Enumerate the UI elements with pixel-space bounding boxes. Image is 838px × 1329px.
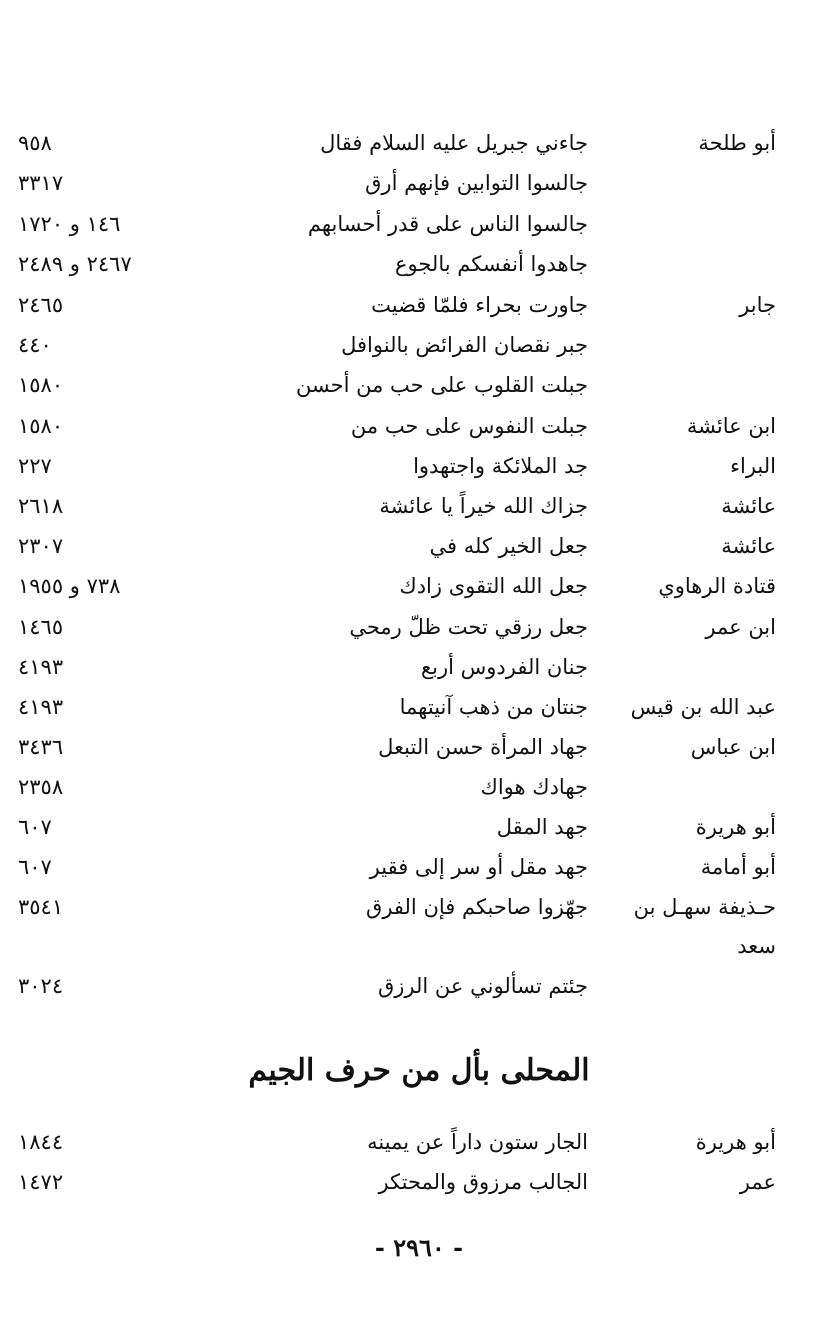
index-row xyxy=(0,767,838,807)
hadith-text: جهد مقل أو سر إلى فقير xyxy=(369,855,588,879)
index-row xyxy=(0,647,838,687)
hadith-text: جزاك الله خيراً يا عائشة xyxy=(379,494,588,518)
narrator: أبو أمامة xyxy=(700,855,776,879)
section-heading: المحلى بأل من حرف الجيم xyxy=(248,1053,590,1088)
reference-number: ٣٤٣٦ xyxy=(18,735,64,759)
index-row xyxy=(0,926,838,966)
index-row xyxy=(0,325,838,365)
reference-number: ١٤٧٢ xyxy=(18,1170,64,1194)
hadith-text: جبر نقصان الفرائض بالنوافل xyxy=(341,333,588,357)
reference-number: ١٥٨٠ xyxy=(18,414,64,438)
reference-number: ٢٤٦٧ و ٢٤٨٩ xyxy=(18,252,132,276)
narrator: أبو هريرة xyxy=(695,815,776,839)
hadith-text: جبلت النفوس على حب من xyxy=(350,414,588,438)
index-row xyxy=(0,244,838,284)
hadith-text: الجار ستون داراً عن يمينه xyxy=(367,1130,588,1154)
hadith-text: جالسوا التوابين فإنهم أرق xyxy=(365,171,588,195)
reference-number: ٤١٩٣ xyxy=(18,695,64,719)
index-row xyxy=(0,687,838,727)
index-row xyxy=(0,486,838,526)
hadith-text: جعل الخير كله في xyxy=(429,534,588,558)
index-row xyxy=(0,406,838,446)
index-row xyxy=(0,365,838,405)
index-row xyxy=(0,1162,838,1202)
narrator: أبو طلحة xyxy=(698,131,776,155)
reference-number xyxy=(8,934,18,958)
index-row xyxy=(0,566,838,606)
page-number: - ٢٩٦٠ - xyxy=(374,1233,464,1262)
index-row xyxy=(0,727,838,767)
index-row xyxy=(0,123,838,163)
hadith-text: جبلت القلوب على حب من أحسن xyxy=(295,373,588,397)
reference-number: ٣٣١٧ xyxy=(18,171,64,195)
narrator: سعد xyxy=(737,934,776,958)
index-row xyxy=(0,807,838,847)
reference-number: ١٤٦٥ xyxy=(18,615,64,639)
hadith-text: جد الملائكة واجتهدوا xyxy=(413,454,588,478)
index-row xyxy=(0,966,838,1006)
index-row xyxy=(0,887,838,927)
index-row xyxy=(0,1122,838,1162)
index-row xyxy=(0,204,838,244)
hadith-text: جهّزوا صاحبكم فإن الفرق xyxy=(366,895,588,919)
reference-number: ٧٣٨ و ١٩٥٥ xyxy=(18,574,121,598)
index-row xyxy=(0,607,838,647)
narrator: حـذيفة سهـل بن xyxy=(633,895,776,919)
narrator: أبو هريرة xyxy=(695,1130,776,1154)
reference-number: ٩٥٨ xyxy=(18,131,52,155)
hadith-text: جاورت بحراء فلمّا قضيت xyxy=(371,293,588,317)
reference-number: ١٥٨٠ xyxy=(18,373,64,397)
reference-number: ١٨٤٤ xyxy=(18,1130,64,1154)
narrator: عمر xyxy=(739,1170,776,1194)
index-row xyxy=(0,446,838,486)
index-row xyxy=(0,526,838,566)
hadith-text: جهاد المرأة حسن التبعل xyxy=(378,735,588,759)
index-row xyxy=(0,847,838,887)
hadith-text: الجالب مرزوق والمحتكر xyxy=(378,1170,588,1194)
hadith-text: جاءني جبريل عليه السلام فقال xyxy=(320,131,588,155)
reference-number: ٤١٩٣ xyxy=(18,655,64,679)
index-row xyxy=(0,285,838,325)
narrator: عائشة xyxy=(721,534,776,558)
narrator: عائشة xyxy=(721,494,776,518)
hadith-text: جنتان من ذهب آنيتهما xyxy=(399,695,588,719)
index-row xyxy=(0,163,838,203)
narrator: ابن عمر xyxy=(705,615,776,639)
hadith-text: جعل رزقي تحت ظلّ رمحي xyxy=(349,615,588,639)
reference-number: ٢٢٧ xyxy=(18,454,52,478)
reference-number: ٤٤٠ xyxy=(18,333,52,357)
narrator: قتادة الرهاوي xyxy=(658,574,776,598)
reference-number: ٢٣٠٧ xyxy=(18,534,64,558)
hadith-text: جئتم تسألوني عن الرزق xyxy=(378,974,588,998)
reference-number: ٢٤٦٥ xyxy=(18,293,64,317)
hadith-text: جهد المقل xyxy=(496,815,588,839)
hadith-text: جنان الفردوس أربع xyxy=(420,655,588,679)
hadith-text: جاهدوا أنفسكم بالجوع xyxy=(395,252,588,276)
hadith-text: جالسوا الناس على قدر أحسابهم xyxy=(307,212,588,236)
narrator: جابر xyxy=(739,293,776,317)
reference-number: ٦٠٧ xyxy=(18,815,52,839)
reference-number: ٣٥٤١ xyxy=(18,895,64,919)
reference-number: ٢٦١٨ xyxy=(18,494,64,518)
narrator: عبد الله بن قيس xyxy=(630,695,776,719)
hadith-text: جهادك هواك xyxy=(480,775,588,799)
hadith-text: جعل الله التقوى زادك xyxy=(399,574,588,598)
reference-number: ٢٣٥٨ xyxy=(18,775,64,799)
narrator: البراء xyxy=(730,454,776,478)
reference-number: ٣٠٢٤ xyxy=(18,974,64,998)
narrator: ابن عباس xyxy=(690,735,776,759)
narrator: ابن عائشة xyxy=(686,414,776,438)
reference-number: ٦٠٧ xyxy=(18,855,52,879)
reference-number: ١٤٦ و ١٧٢٠ xyxy=(18,212,121,236)
